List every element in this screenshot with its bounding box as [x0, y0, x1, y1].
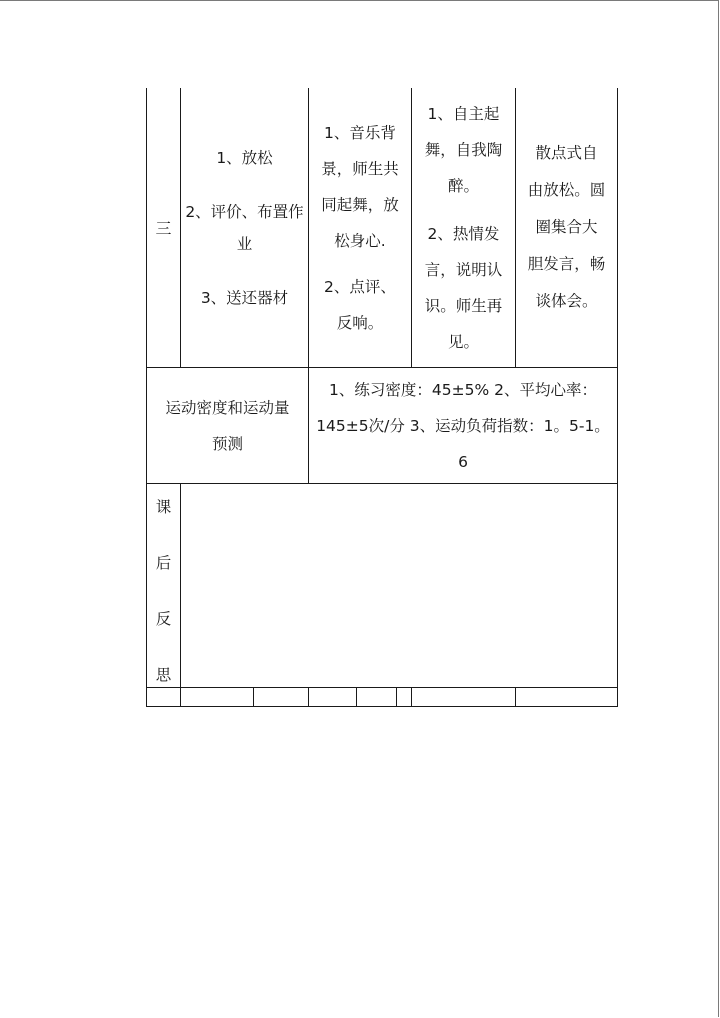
organization-line: 散点式自 [535, 144, 598, 162]
reflection-label-char: 课 [155, 498, 172, 516]
student-line: 2、热情发 [427, 224, 500, 243]
density-value-cell [309, 368, 617, 483]
density-value-line: 1、练习密度：45±5% 2、平均心率： [329, 380, 597, 399]
teacher-line: 反响。 [336, 313, 384, 332]
content-line: 1、放松 [216, 148, 273, 167]
organization-cell [516, 88, 617, 367]
bottom-row-divider-6 [411, 687, 412, 707]
stage-label: 三 [155, 219, 172, 238]
density-value-line: 6 [458, 452, 468, 471]
content-cell [181, 88, 308, 367]
reflection-label-char: 思 [155, 666, 172, 684]
bottom-row-divider-5 [396, 687, 397, 707]
table-bottom-border [146, 706, 618, 707]
organization-line: 圈集合大 [535, 218, 598, 236]
bottom-row-divider-3 [308, 687, 309, 707]
table-right-border [617, 88, 618, 707]
reflection-label-cell [147, 484, 180, 687]
content-line: 3、送还器材 [200, 288, 289, 307]
teacher-line: 景，师生共 [321, 159, 399, 178]
density-label-cell [147, 368, 308, 483]
content-line: 2、评价、布置作 [185, 202, 304, 221]
density-label-line: 预测 [211, 434, 243, 453]
student-line: 言，说明认 [424, 260, 503, 279]
bottom-row-divider-4 [356, 687, 357, 707]
teacher-line: 2、点评、 [324, 277, 396, 296]
content-line: 业 [236, 234, 253, 253]
teacher-line: 同起舞，放 [321, 195, 399, 214]
density-value-line: 145±5次/分 3、运动负荷指数：1。5-1。 [316, 416, 610, 435]
student-line: 见。 [447, 332, 479, 351]
organization-line: 谈体会。 [535, 292, 598, 310]
bottom-row-divider-7 [515, 687, 516, 707]
teacher-cell [309, 88, 411, 367]
row-divider-3 [146, 687, 618, 688]
student-line: 醉。 [447, 176, 479, 195]
student-line: 识。师生再 [424, 296, 503, 315]
student-line: 1、自主起 [427, 104, 500, 123]
organization-line: 由放松。圆 [527, 181, 606, 199]
density-label-line: 运动密度和运动量 [165, 398, 290, 417]
reflection-label-char: 反 [155, 610, 172, 628]
teacher-line: 1、音乐背 [324, 123, 396, 142]
organization-line: 胆发言，畅 [527, 255, 606, 273]
reflection-content-cell [181, 484, 617, 687]
bottom-row-divider-2 [253, 687, 254, 707]
bottom-row-divider-1 [180, 687, 181, 707]
student-line: 舞，自我陶 [424, 140, 503, 159]
teacher-line: 松身心. [334, 231, 386, 250]
stage-cell [147, 88, 180, 367]
reflection-label-char: 后 [155, 554, 172, 572]
student-cell [412, 88, 515, 367]
